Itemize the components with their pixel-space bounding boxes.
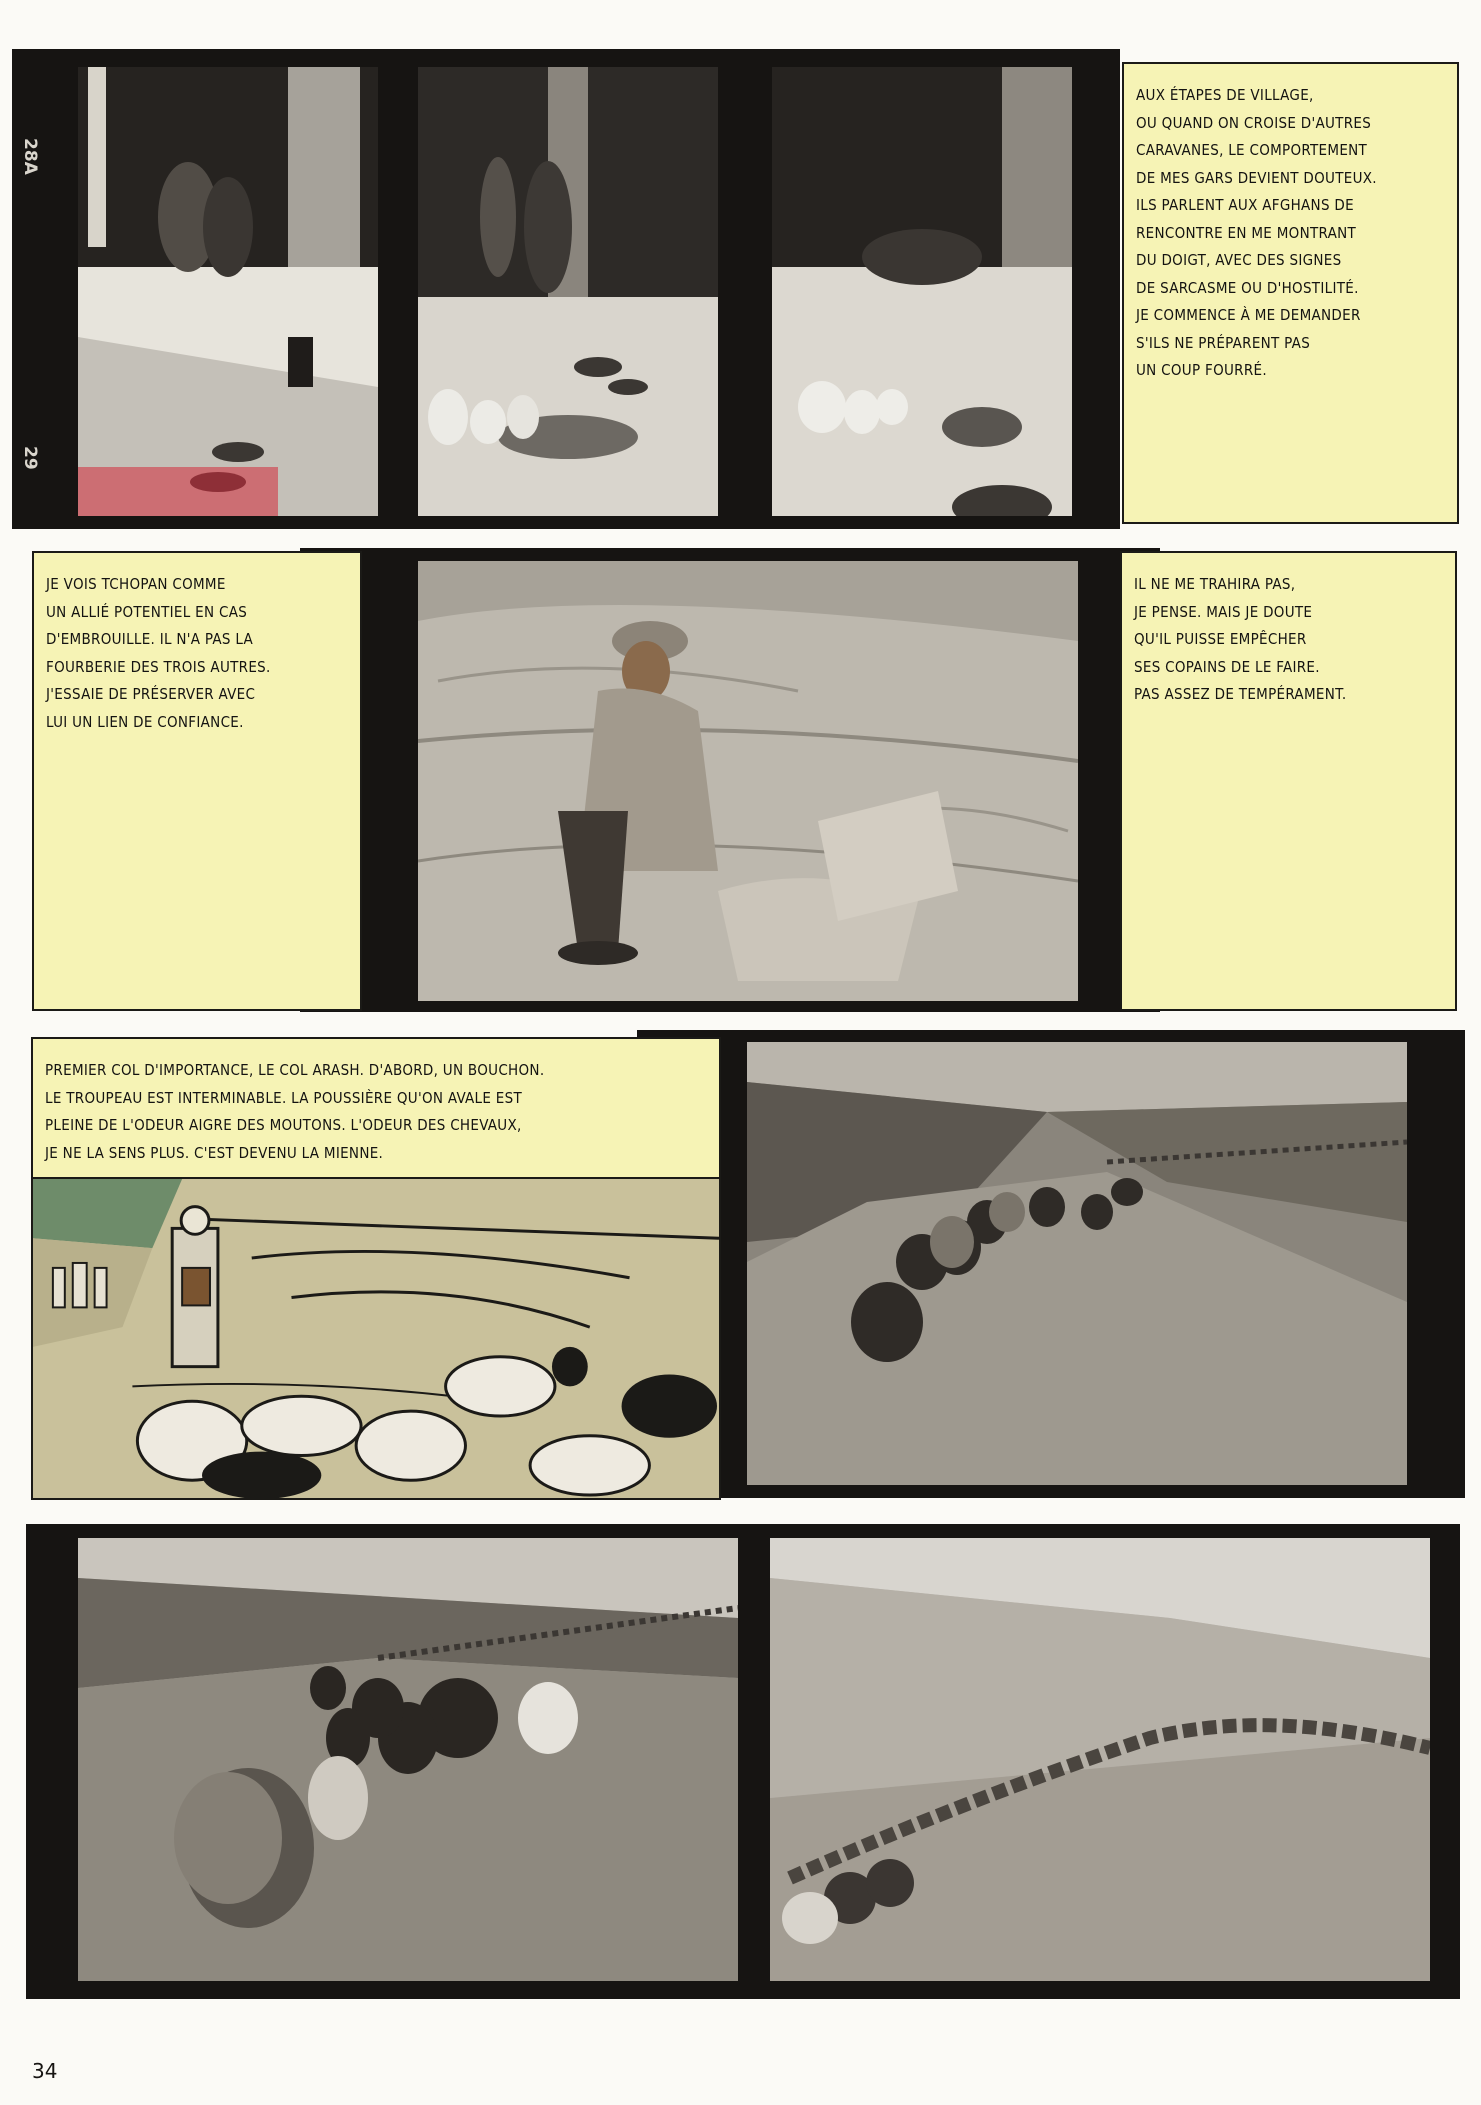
caption-line: AUX ÉTAPES DE VILLAGE, <box>1136 86 1314 104</box>
caption-line: CARAVANES, LE COMPORTEMENT <box>1136 141 1368 159</box>
caption-line: LE TROUPEAU EST INTERMINABLE. LA POUSSIÈRE QU'ON AVALE EST <box>45 1088 523 1107</box>
film-edge-label-top: 28A <box>20 138 40 175</box>
page-number: 34 <box>32 2059 58 2083</box>
caption-line: LUI UN LIEN DE CONFIANCE. <box>46 712 244 731</box>
photo-prayer-shoes-1 <box>78 67 378 516</box>
caption-line: DE SARCASME OU D'HOSTILITÉ. <box>1136 278 1359 297</box>
caption-line: PAS ASSEZ DE TEMPÉRAMENT. <box>1134 685 1347 703</box>
caption-line: FOURBERIE DES TROIS AUTRES. <box>46 657 271 676</box>
caption-line: DU DOIGT, AVEC DES SIGNES <box>1136 251 1342 269</box>
drawing-shepherd-flock <box>31 1177 721 1500</box>
caption-line: PLEINE DE L'ODEUR AIGRE DES MOUTONS. L'ODEUR DES CHEVAUX, <box>45 1116 522 1134</box>
caption-line: UN ALLIÉ POTENTIEL EN CAS <box>46 602 248 621</box>
photo-tchopan-seated <box>418 561 1078 1001</box>
photo-sheep-trail-2 <box>78 1538 738 1981</box>
caption-line: DE MES GARS DEVIENT DOUTEUX. <box>1136 168 1377 187</box>
caption-line: UN COUP FOURRÉ. <box>1136 361 1267 379</box>
caption-line: ILS PARLENT AUX AFGHANS DE <box>1136 196 1354 214</box>
caption-tier2-right <box>1120 551 1457 1011</box>
caption-line: JE VOIS TCHOPAN COMME <box>46 575 226 593</box>
caption-line: OU QUAND ON CROISE D'AUTRES <box>1136 113 1372 132</box>
caption-line: SES COPAINS DE LE FAIRE. <box>1134 657 1320 676</box>
caption-line: JE COMMENCE À ME DEMANDER <box>1136 306 1361 324</box>
photo-prayer-teapots <box>418 67 718 516</box>
film-edge-label-bottom: 29 <box>20 446 40 470</box>
caption-tier1-right <box>1122 62 1459 524</box>
photo-prayer-shoes-2 <box>772 67 1072 516</box>
caption-line: PREMIER COL D'IMPORTANCE, LE COL ARASH. D'ABORD, UN BOUCHON. <box>45 1061 545 1079</box>
caption-line: JE PENSE. MAIS JE DOUTE <box>1134 602 1313 621</box>
caption-tier3-left <box>31 1037 721 1179</box>
caption-line: QU'IL PUISSE EMPÊCHER <box>1134 630 1307 648</box>
caption-line: IL NE ME TRAHIRA PAS, <box>1134 575 1296 593</box>
caption-line: JE NE LA SENS PLUS. C'EST DEVENU LA MIENNE. <box>45 1143 384 1162</box>
photo-sheep-trail-1 <box>747 1042 1407 1485</box>
caption-line: RENCONTRE EN ME MONTRANT <box>1136 223 1357 242</box>
caption-line: S'ILS NE PRÉPARENT PAS <box>1136 333 1311 352</box>
photo-sheep-mountain <box>770 1538 1430 1981</box>
caption-line: J'ESSAIE DE PRÉSERVER AVEC <box>46 685 256 703</box>
caption-line: D'EMBROUILLE. IL N'A PAS LA <box>46 630 254 648</box>
caption-tier2-left <box>32 551 362 1011</box>
